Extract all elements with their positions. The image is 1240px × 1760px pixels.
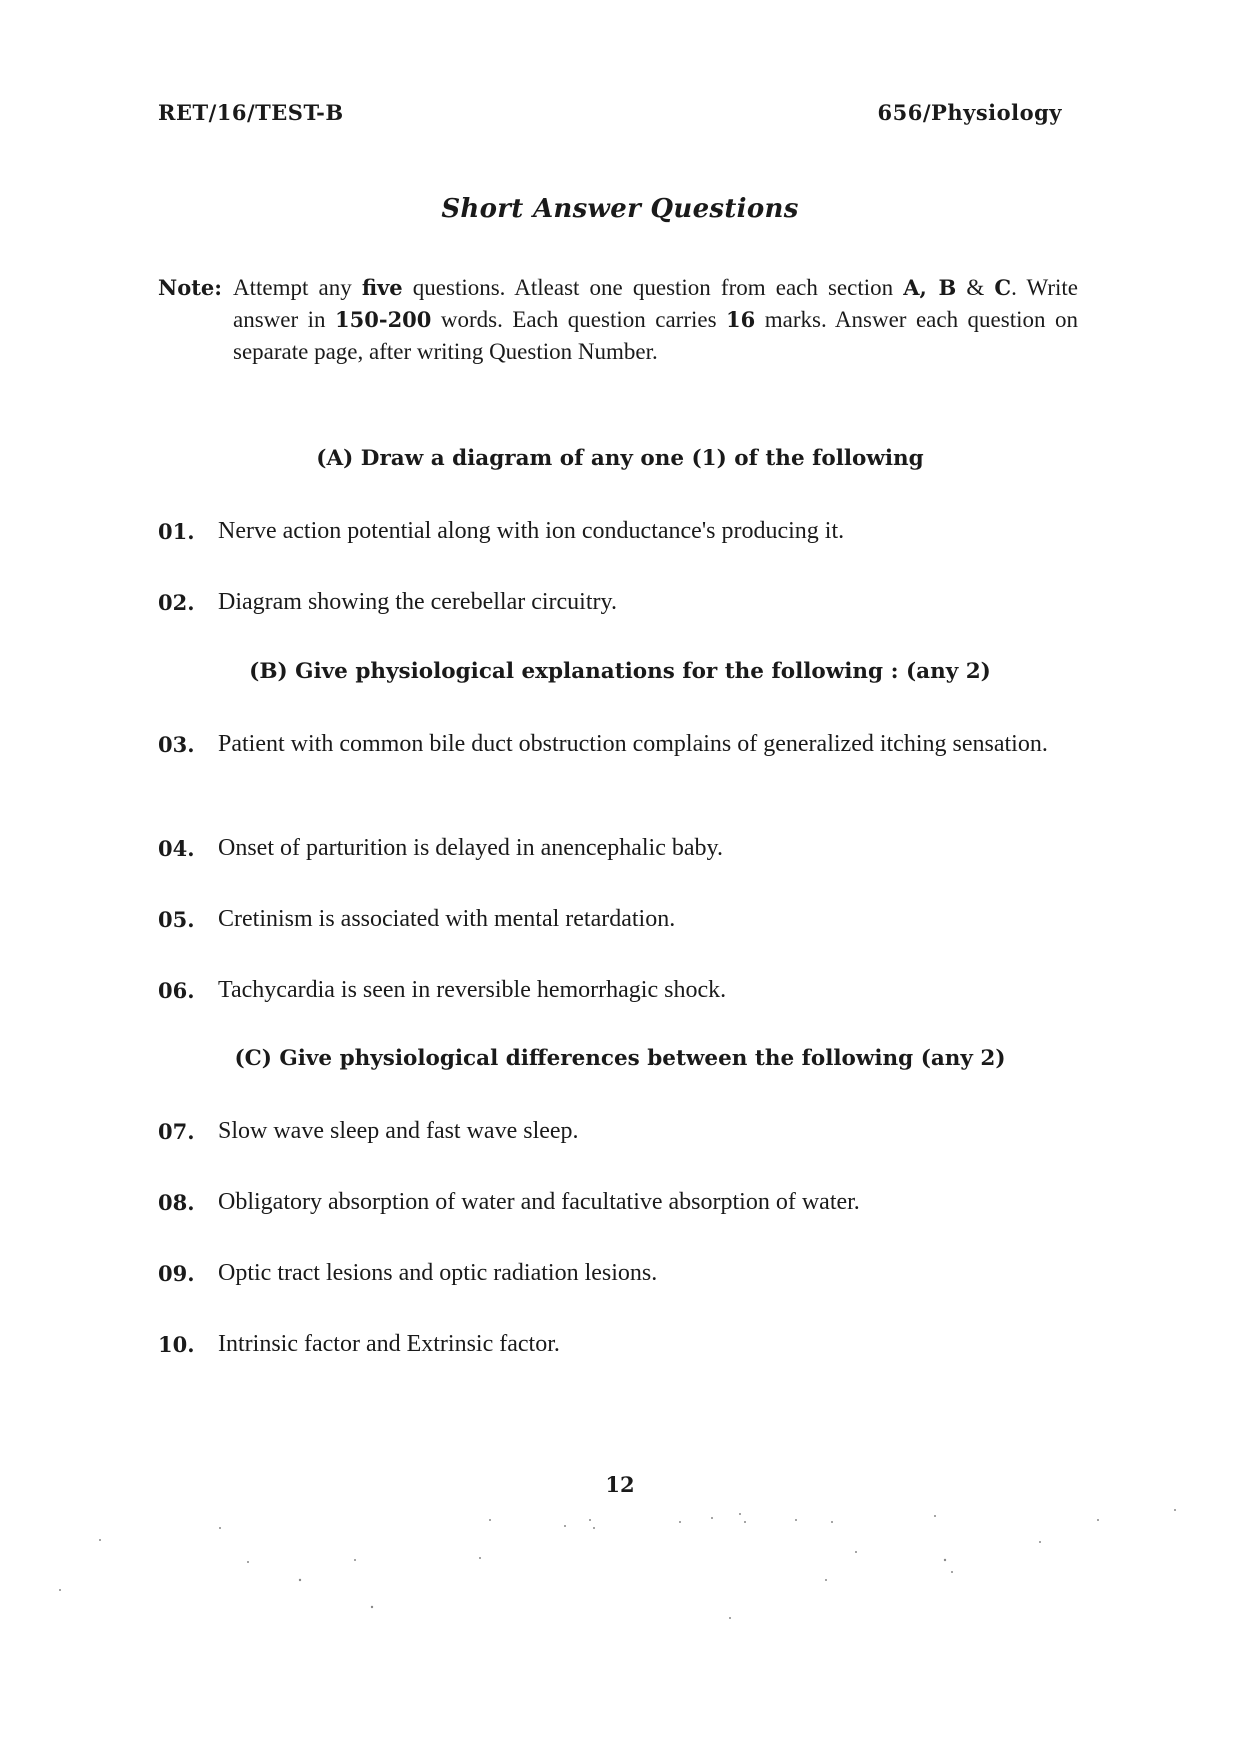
question-number: 02. — [158, 590, 195, 615]
section-b-heading: (B) Give physiological explanations for the following : (any 2) — [249, 659, 991, 684]
question-number: 04. — [158, 836, 195, 861]
question-text: Obligatory absorption of water and facultative absorption of water. — [218, 1189, 860, 1215]
question-item — [158, 1186, 1078, 1219]
question-number: 06. — [158, 978, 195, 1003]
note-body: Attempt any five questions. Atleast one question from each section A, B & C. Write answer in 150-200 words. Each question carries 16 marks. Answer each question on separate page, after writing Question Number. — [233, 275, 1078, 364]
subject-code: 656/Physiology — [877, 100, 1062, 125]
question-item — [158, 586, 1078, 619]
question-number: 01. — [158, 519, 195, 544]
paper-code: RET/16/TEST-B — [158, 100, 344, 125]
question-text: Onset of parturition is delayed in anencephalic baby. — [218, 835, 723, 861]
question-number: 05. — [158, 907, 195, 932]
question-item — [158, 1257, 1078, 1290]
section-a-heading: (A) Draw a diagram of any one (1) of the following — [316, 446, 924, 471]
instructions-note — [158, 272, 1078, 368]
question-number: 07. — [158, 1119, 195, 1144]
question-text: Cretinism is associated with mental retardation. — [218, 906, 676, 932]
question-text: Slow wave sleep and fast wave sleep. — [218, 1118, 579, 1144]
question-number: 10. — [158, 1332, 195, 1357]
question-text: Nerve action potential along with ion conductance's producing it. — [218, 518, 845, 544]
page-number: 12 — [605, 1472, 635, 1497]
question-text: Patient with common bile duct obstruction complains of generalized itching sensation. — [218, 731, 1048, 757]
question-item — [158, 832, 1078, 865]
question-number: 03. — [158, 732, 195, 757]
question-item — [158, 1328, 1078, 1361]
question-item — [158, 728, 1078, 761]
question-item — [158, 903, 1078, 936]
question-number: 08. — [158, 1190, 195, 1215]
question-text: Tachycardia is seen in reversible hemorrhagic shock. — [218, 977, 727, 1003]
section-c-heading: (C) Give physiological differences between the following (any 2) — [234, 1046, 1006, 1071]
question-item — [158, 515, 1078, 548]
question-item — [158, 1115, 1078, 1148]
question-text: Diagram showing the cerebellar circuitry. — [218, 589, 617, 615]
note-label: Note: — [158, 275, 223, 300]
question-item — [158, 974, 1078, 1007]
page-title: Short Answer Questions — [441, 194, 799, 224]
question-text: Optic tract lesions and optic radiation lesions. — [218, 1260, 658, 1286]
scan-noise — [0, 1500, 1240, 1760]
question-text: Intrinsic factor and Extrinsic factor. — [218, 1331, 560, 1357]
question-number: 09. — [158, 1261, 195, 1286]
